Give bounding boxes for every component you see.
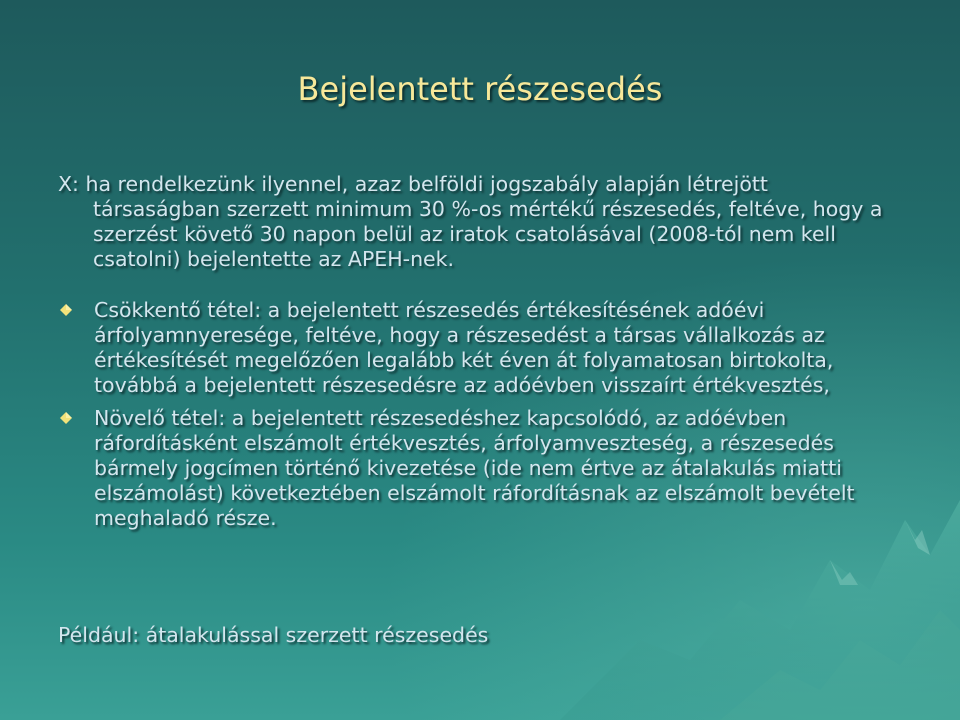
bullet-text: Csökkentő tétel: a bejelentett részesedés értékesítésének adóévi árfolyamnyeresége, feltéve, hogy a részesedést a társas vállalkozás az értékesítését megelőzően legalább két éven át folyamatosan birtokolta, továbbá a bejelentett részesedésre az adóévben visszaírt értékvesztés, (94, 298, 834, 397)
bullet-item-increase (58, 406, 908, 531)
intro-continuation: társaságban szerzett minimum 30 %-os mértékű részesedés, feltéve, hogy a szerzést követő 30 napon belül az iratok csatolásával (2008-tól nem kell csatolni) bejelentette az APEH-nek. (93, 197, 883, 271)
slide-title: Bejelentett részesedés (297, 70, 663, 108)
intro-first-line: X: ha rendelkezünk ilyennel, azaz belföldi jogszabály alapján létrejött (58, 172, 768, 196)
diamond-bullet-icon (60, 304, 72, 316)
bullet-list (58, 298, 908, 531)
bullet-text: Növelő tétel: a bejelentett részesedéshez kapcsolódó, az adóévben ráfordításként elszámolt értékvesztés, árfolyamveszteség, a részesedés bármely jogcímen történő kivezetése (ide nem értve az átalakulás miatti elszámolást) következtében elszámolt ráfordításnak az elszámolt bevételt meghaladó része. (94, 406, 855, 530)
intro-paragraph (58, 172, 908, 272)
diamond-bullet-icon (60, 412, 72, 424)
bullet-item-decrease (58, 298, 908, 398)
example-line: Például: átalakulással szerzett részesedés (58, 623, 489, 647)
